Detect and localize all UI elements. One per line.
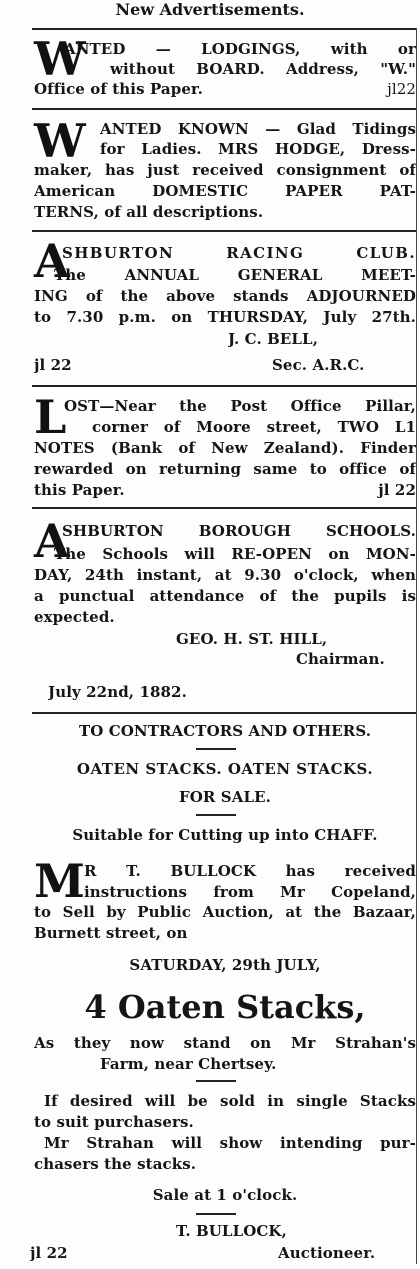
short-rule: [196, 1213, 236, 1215]
ad-line: TERNS, of all descriptions.: [34, 203, 264, 221]
ad-sale-time: Sale at 1 o'clock.: [152, 1186, 298, 1204]
drop-cap: A: [34, 514, 70, 568]
ad-heading: TO CONTRACTORS AND OTHERS.: [78, 722, 372, 740]
short-rule: [196, 814, 236, 816]
ad-line: expected.: [34, 608, 115, 626]
ad-line: rewarded on returning same to office of: [34, 460, 416, 478]
ad-line: instructions from Mr Copeland,: [84, 883, 416, 901]
ad-signature: GEO. H. ST. HILL,: [176, 630, 328, 648]
ad-title: Auctioneer.: [278, 1244, 376, 1262]
ad-subheading: OATEN STACKS. OATEN STACKS.: [76, 760, 374, 778]
ad-line: ANTED KNOWN — Glad Tidings: [100, 120, 416, 138]
ad-line: DAY, 24th instant, at 9.30 o'clock, when: [34, 566, 416, 584]
ad-line: to suit purchasers.: [34, 1113, 194, 1131]
ad-for-sale: FOR SALE.: [179, 788, 271, 806]
ad-line: American DOMESTIC PAPER PAT-: [34, 182, 416, 200]
section-header: New Advertisements.: [115, 0, 305, 19]
drop-cap: M: [34, 854, 85, 908]
drop-cap: W: [34, 114, 86, 168]
ad-line: R T. BULLOCK has received: [84, 862, 416, 880]
divider: [32, 108, 416, 110]
ad-suitable: Suitable for Cutting up into CHAFF.: [72, 826, 378, 844]
ad-line: to 7.30 p.m. on THURSDAY, July 27th.: [34, 308, 416, 326]
ad-line: ANTED — LODGINGS, with or: [64, 40, 416, 58]
short-rule: [196, 1080, 236, 1082]
ad-code: jl 22: [378, 481, 416, 499]
ad-line: without BOARD. Address, "W.": [110, 60, 416, 78]
ad-code: jl 22: [34, 356, 72, 374]
ad-line: Mr Strahan will show intending pur-: [44, 1134, 416, 1152]
ad-line: As they now stand on Mr Strahan's: [34, 1034, 416, 1052]
ad-heading: SHBURTON RACING CLUB.: [62, 244, 416, 262]
ad-line: a punctual attendance of the pupils is: [34, 587, 416, 605]
ad-code: jl22: [387, 80, 416, 98]
drop-cap: W: [34, 32, 86, 86]
ad-line: OST—Near the Post Office Pillar,: [64, 397, 416, 415]
ad-line: The Schools will RE-OPEN on MON-: [54, 545, 416, 563]
ad-big-title: 4 Oaten Stacks,: [84, 988, 366, 1026]
ad-line: maker, has just received consignment of: [34, 161, 416, 179]
ad-signature: T. BULLOCK,: [176, 1222, 287, 1240]
ad-title: Chairman.: [296, 650, 385, 668]
ad-line: The ANNUAL GENERAL MEET-: [54, 266, 416, 284]
ad-line: chasers the stacks.: [34, 1155, 197, 1173]
divider: [32, 28, 416, 30]
ad-line: this Paper.: [34, 481, 125, 499]
ad-code: jl 22: [30, 1244, 68, 1262]
column-rule: [416, 28, 417, 1264]
ad-title: Sec. A.R.C.: [272, 356, 365, 374]
ad-date: July 22nd, 1882.: [48, 683, 187, 701]
drop-cap: A: [34, 234, 70, 288]
ad-line: Office of this Paper.: [34, 80, 203, 98]
divider: [32, 230, 416, 232]
ad-date: SATURDAY, 29th JULY,: [129, 956, 321, 974]
ad-line: If desired will be sold in single Stacks: [44, 1092, 416, 1110]
ad-heading: SHBURTON BOROUGH SCHOOLS.: [62, 522, 416, 540]
ad-line: for Ladies. MRS HODGE, Dress-: [100, 140, 416, 158]
ad-line: Burnett street, on: [34, 924, 188, 942]
divider: [32, 385, 416, 387]
ad-signature: J. C. BELL,: [228, 330, 319, 348]
ad-line: NOTES (Bank of New Zealand). Finder: [34, 439, 416, 457]
ad-line: Farm, near Chertsey.: [100, 1055, 277, 1073]
ad-line: to Sell by Public Auction, at the Bazaar,: [34, 903, 416, 921]
ad-line: ING of the above stands ADJOURNED: [34, 287, 416, 305]
short-rule: [196, 748, 236, 750]
ad-line: corner of Moore street, TWO L1: [92, 418, 416, 436]
divider: [32, 507, 416, 509]
drop-cap: L: [34, 390, 67, 444]
divider: [32, 712, 416, 714]
